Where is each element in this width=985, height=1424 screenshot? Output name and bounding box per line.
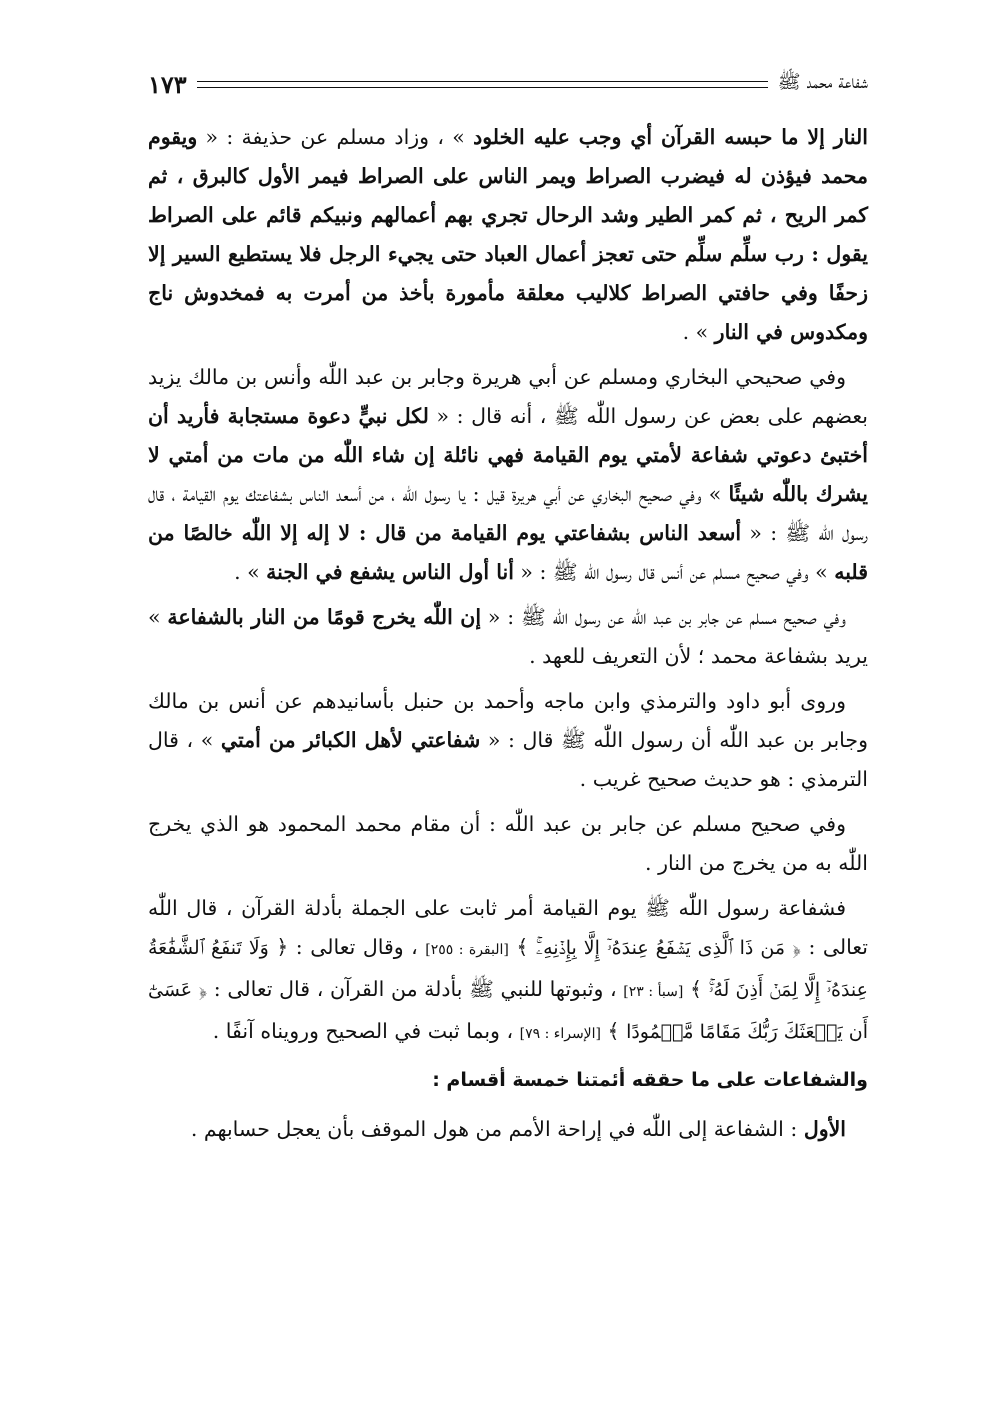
paragraph-5 xyxy=(148,805,868,883)
hadith-text: لكل نبيٍّ دعوة مستجابة فأريد أن أختبئ دعوتي شفاعة لأمتي يوم القيامة فهي نائلة إن شاء اللّٰه من مات من أمتي لا يشرك باللّٰه شيئًا xyxy=(148,404,868,506)
narration-text: » يريد بشفاعة محمد ؛ لأن التعريف للعهد . xyxy=(148,605,868,668)
verse-citation: [البقرة : ٢٥٥] xyxy=(425,942,509,958)
narration-text: » . xyxy=(234,560,267,584)
quran-verse: وَلَا تَنفَعُ ٱلشَّفَٰعَةُ عِندَهُۥٓ إِلَّا لِمَنۡ أَذِنَ لَهُۥۚ xyxy=(148,937,869,1001)
paragraph-3 xyxy=(148,598,868,676)
paragraph-2 xyxy=(148,358,868,592)
hadith-text: النار إلا ما حبسه القرآن أي وجب عليه الخلود xyxy=(473,125,868,149)
page-header xyxy=(148,66,868,102)
narration-text: ، وثبوتها للنبي ﷺ بأدلة من القرآن ، قال تعالى : ﴿ xyxy=(192,977,624,1001)
narration-text: وفي صحيح مسلم عن جابر بن عبد الله عن رسول اللّٰه ﷺ : « xyxy=(481,605,846,629)
quran-verse: عَسَىٰٓ أَن يَبۡعَثَكَ رَبُّكَ مَقَامًا مَّحۡمُودًا xyxy=(148,979,868,1043)
narration-text: فشفاعة رسول اللّٰه ﷺ يوم القيامة أمر ثابت على الجملة بأدلة القرآن ، قال اللّٰه تعالى : ﴿ xyxy=(148,896,869,959)
paragraph-7 xyxy=(148,1110,868,1149)
narration-text: وروى أبو داود والترمذي وابن ماجه وأحمد بن حنبل بأسانيدهم عن أنس بن مالك وجابر بن عبد اللّٰه أن رسول اللّٰه ﷺ قال : « xyxy=(148,689,868,752)
narration-text: ﴾ xyxy=(601,1019,627,1043)
hadith-text: إن اللّٰه يخرج قومًا من النار بالشفاعة xyxy=(167,605,482,629)
narration-text: وفي صحيحي البخاري ومسلم عن أبي هريرة وجابر بن عبد اللّٰه وأنس بن مالك يزيد بعضهم على بعض عن رسول اللّٰه ﷺ ، أنه قال : « xyxy=(148,365,868,428)
narration-text: ، وبما ثبت في الصحيح ورويناه آنفًا . xyxy=(212,1019,520,1043)
quran-verse: مَن ذَا ٱلَّذِى يَشۡفَعُ عِندَهُۥٓ إِلَّا بِإِذۡنِهِۦۚ xyxy=(535,937,786,959)
verse-citation: [الإسراء : ٧٩] xyxy=(519,1026,602,1042)
running-title: شفاعة محمد ﷺ xyxy=(777,71,868,93)
paragraph-6 xyxy=(148,889,868,1054)
narration-text: ، وقال تعالى : ﴿ xyxy=(268,935,426,959)
paragraph-4 xyxy=(148,682,868,799)
narration-text: » . xyxy=(682,320,715,344)
section-heading: والشفاعات على ما حققه أئمتنا خمسة أقسام : xyxy=(432,1069,868,1091)
hadith-text: شفاعتي لأهل الكبائر من أمتي xyxy=(220,728,481,752)
page-body xyxy=(148,66,868,1155)
narration-text: » وفي صحيح مسلم عن أنس قال رسول اللّٰه ﷺ : « xyxy=(513,560,835,584)
narration-text: » وفي صحيح البخاري عن أبي هريرة قيل : يا رسول اللّٰه ، من أسعد الناس بشفاعتك يوم القيامة ، قال رسول اللّٰه ﷺ : « xyxy=(148,482,868,545)
verse-citation: [سبأ : ٢٣] xyxy=(623,984,684,1000)
list-label: الأول xyxy=(803,1117,846,1141)
narration-text: : الشفاعة إلى اللّٰه في إراحة الأمم من هول الموقف بأن يعجل حسابهم . xyxy=(190,1117,804,1141)
hadith-text: أنا أول الناس يشفع في الجنة xyxy=(266,560,514,584)
hadith-text: ويقوم محمد فيؤذن له فيضرب الصراط ويمر الناس على الصراط فيمر الأول كالبرق ، ثم كمر الريح ، ثم كمر الطير وشد الرحال تجري بهم أعمالهم ونبيكم قائم على الصراط يقول : رب سلِّم سلِّم حتى تعجز أعمال العباد حتى يجيء الرجل فلا يستطيع السير إلا زحفًا وفي حافتي الصراط كلاليب معلقة مأمورة بأخذ من أمرت به فمخدوش ناج ومكدوس في النار xyxy=(148,125,868,344)
header-rule xyxy=(197,81,768,88)
page-number: ١٧٣ xyxy=(148,69,187,99)
paragraph-1 xyxy=(148,118,868,352)
narration-text: ﴾ xyxy=(508,935,536,959)
narration-text: » ، قال الترمذي : هو حديث صحيح غريب . xyxy=(148,728,868,791)
narration-text: ﴾ xyxy=(683,977,709,1001)
narration-text: وفي صحيح مسلم عن جابر بن عبد اللّٰه : أن مقام محمد المحمود هو الذي يخرج اللّٰه به من يخرج من النار . xyxy=(148,812,868,875)
hadith-text: أسعد الناس بشفاعتي يوم القيامة من قال : لا إله إلا اللّٰه خالصًا من قلبه xyxy=(148,521,868,584)
narration-text: » ، وزاد مسلم عن حذيفة : « xyxy=(197,125,474,149)
